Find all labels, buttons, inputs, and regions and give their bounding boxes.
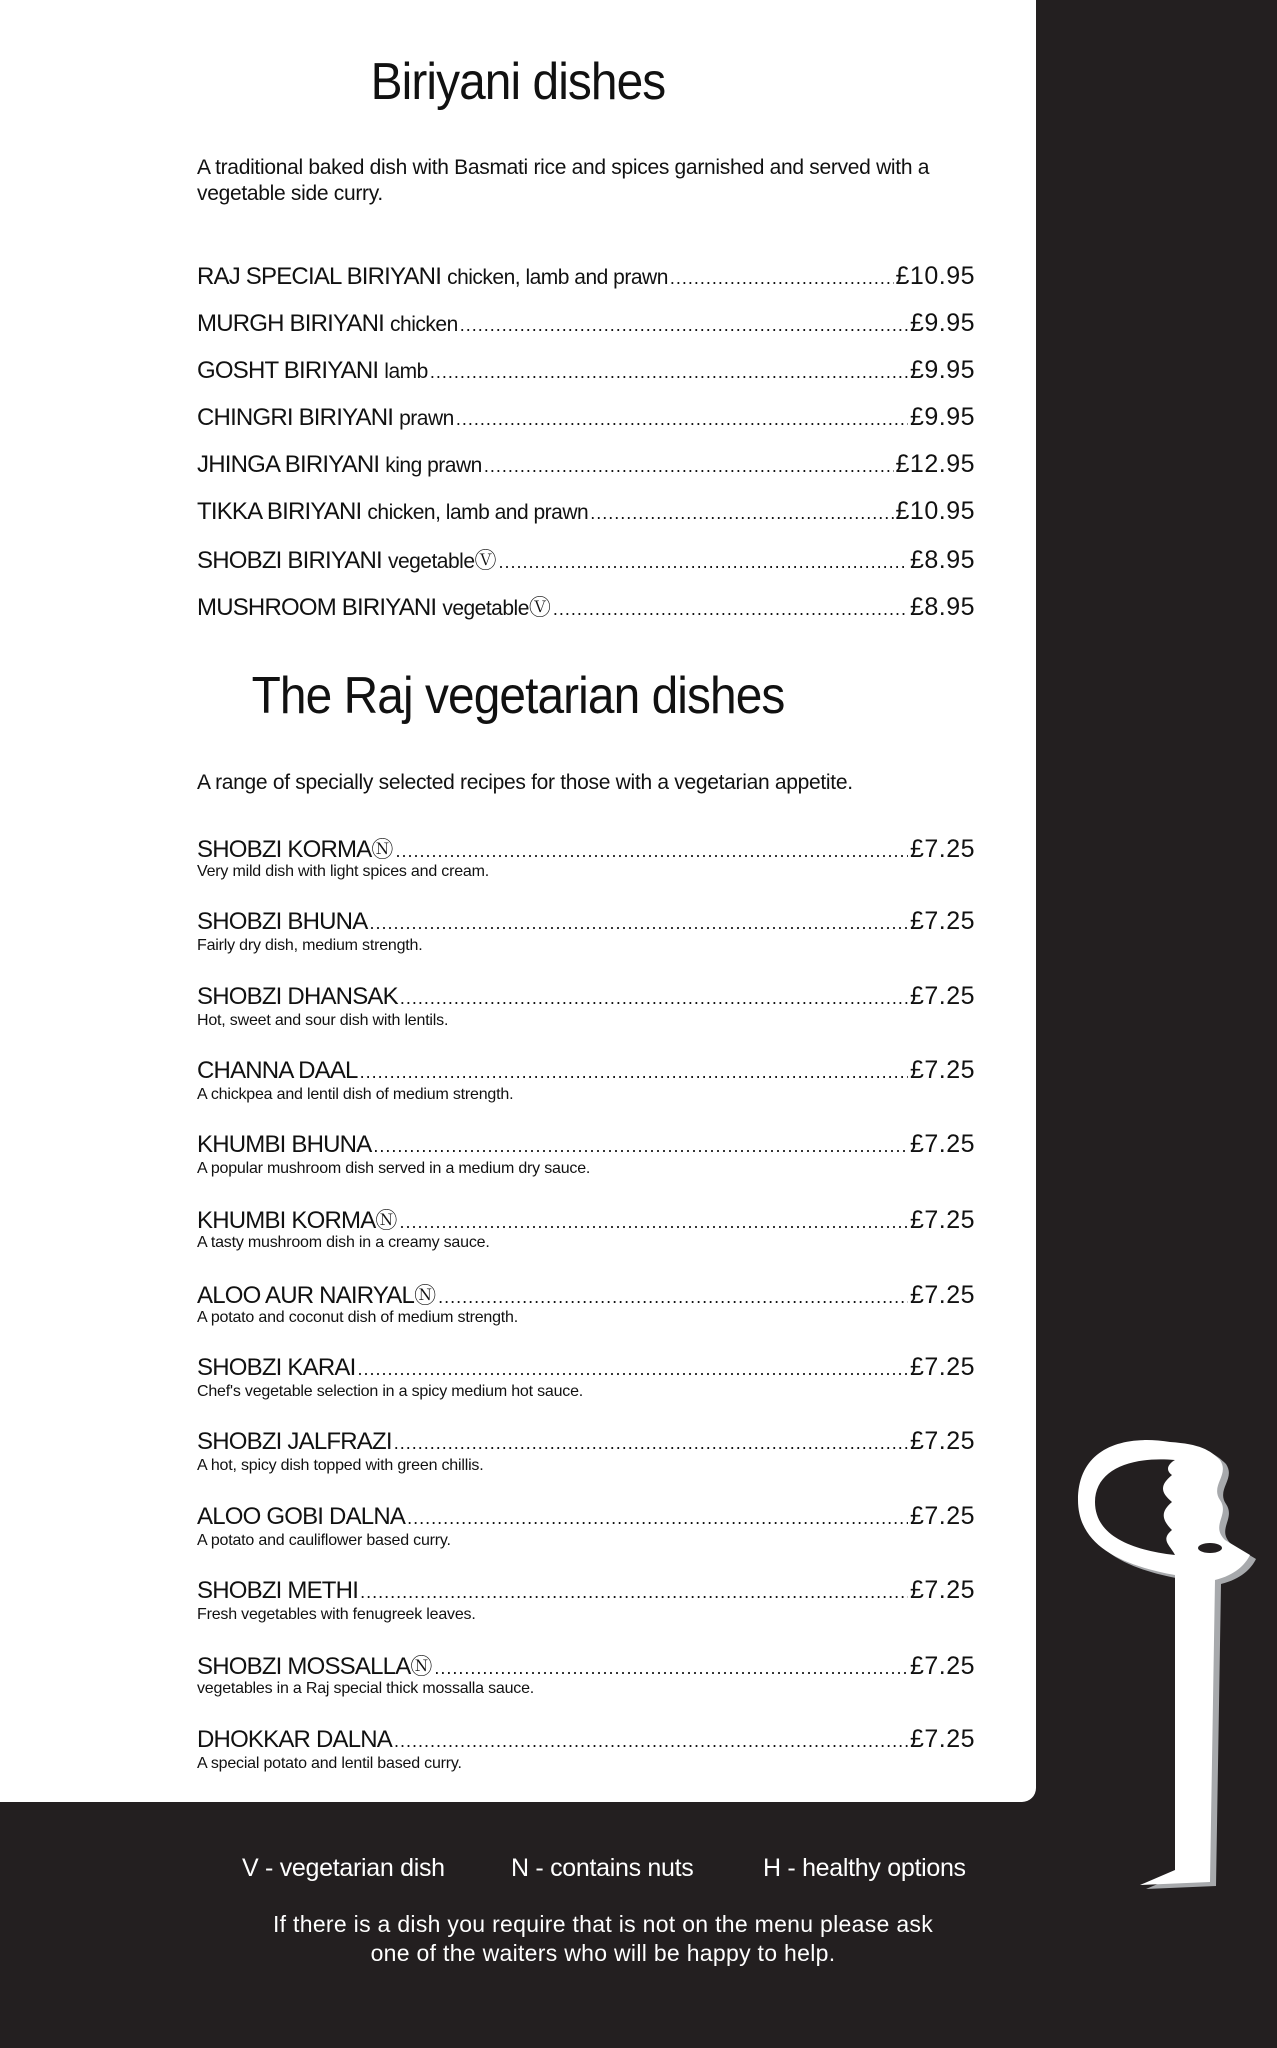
item-name: ALOO GOBI DALNA xyxy=(197,1502,406,1530)
biriyani-item xyxy=(197,591,975,638)
dot-leader xyxy=(407,1503,908,1531)
item-price: £7.25 xyxy=(909,1130,975,1159)
item-price: £7.25 xyxy=(909,1427,975,1456)
vegetarian-item xyxy=(197,1576,975,1650)
item-price: £7.25 xyxy=(909,1724,975,1753)
dot-leader xyxy=(360,1057,908,1085)
nuts-mark-icon: Ⓝ xyxy=(410,1654,433,1680)
biriyani-title: Biriyani dishes xyxy=(370,53,666,111)
item-description: Hot, sweet and sour dish with lentils. xyxy=(197,1011,449,1029)
item-name: SHOBZI METHI xyxy=(197,1576,359,1604)
item-description: A tasty mushroom dish in a creamy sauce. xyxy=(197,1234,490,1252)
item-line xyxy=(197,1427,975,1457)
item-price: £10.95 xyxy=(895,262,975,290)
biriyani-list xyxy=(197,262,975,638)
item-line xyxy=(197,1279,975,1309)
item-name: KHUMBI BHUNA xyxy=(197,1131,372,1159)
item-detail: chicken, lamb and prawn xyxy=(367,501,589,524)
item-price: £8.95 xyxy=(909,593,975,621)
item-name: KHUMBI KORMA xyxy=(197,1207,376,1235)
item-name: SHOBZI KORMA xyxy=(197,836,372,863)
vegetarian-intro: A range of specially selected recipes for those with a vegetarian appetite. xyxy=(197,771,853,794)
vegetarian-item xyxy=(197,907,975,981)
dot-leader xyxy=(590,498,893,526)
item-line xyxy=(197,1725,975,1755)
item-detail: vegetable xyxy=(442,597,529,620)
item-price: £7.25 xyxy=(909,1206,975,1235)
dot-leader xyxy=(670,263,894,291)
item-name: MUSHROOM BIRIYANI xyxy=(197,594,437,621)
item-price: £7.25 xyxy=(909,981,975,1010)
biriyani-item xyxy=(197,403,975,450)
item-detail: lamb xyxy=(384,360,428,383)
vegetarian-item xyxy=(197,1725,975,1799)
vegetarian-title: The Raj vegetarian dishes xyxy=(251,667,785,725)
item-description: A popular mushroom dish served in a medium dry sauce. xyxy=(197,1160,591,1178)
item-description: Chef's vegetable selection in a spicy medium hot sauce. xyxy=(197,1383,584,1401)
footer-note-line-1: If there is a dish you require that is not on the menu please ask xyxy=(272,1911,934,1937)
item-line xyxy=(197,1576,975,1606)
item-detail: chicken xyxy=(390,313,458,336)
item-name: SHOBZI JALFRAZI xyxy=(197,1428,392,1456)
item-description: A special potato and lentil based curry. xyxy=(197,1754,462,1772)
footer-note xyxy=(0,1910,1206,1968)
item-line xyxy=(197,1502,975,1532)
biriyani-intro: A traditional baked dish with Basmati rice and spices garnished and served with a vegetable side curry. xyxy=(197,156,930,205)
item-price: £7.25 xyxy=(909,1575,975,1604)
item-price: £7.25 xyxy=(909,1280,975,1309)
item-price: £10.95 xyxy=(895,497,975,525)
vegetarian-item xyxy=(197,1502,975,1576)
legend-healthy: H - healthy options xyxy=(763,1854,966,1882)
dot-leader xyxy=(360,1577,908,1605)
item-description: A potato and coconut dish of medium strength. xyxy=(197,1308,518,1326)
item-line xyxy=(197,907,975,937)
vegetarian-mark-icon: Ⓥ xyxy=(528,595,551,620)
item-name: CHINGRI BIRIYANI xyxy=(197,404,394,431)
item-price: £7.25 xyxy=(909,1652,975,1681)
biriyani-item xyxy=(197,356,975,403)
item-line xyxy=(197,833,975,863)
dot-leader xyxy=(434,1653,908,1680)
vegetarian-item xyxy=(197,1056,975,1130)
item-price: £7.25 xyxy=(909,1353,975,1382)
item-description: A hot, spicy dish topped with green chillis. xyxy=(197,1457,484,1475)
item-price: £7.25 xyxy=(909,907,975,936)
item-description: vegetables in a Raj special thick mossalla sauce. xyxy=(197,1680,535,1698)
item-description: Fairly dry dish, medium strength. xyxy=(197,937,423,955)
dot-leader xyxy=(373,1131,908,1159)
dot-leader xyxy=(394,1726,908,1754)
footer-note-line-2: one of the waiters who will be happy to help. xyxy=(370,1940,836,1966)
dot-leader xyxy=(399,1207,908,1234)
item-price: £7.25 xyxy=(909,1501,975,1530)
vegetarian-list xyxy=(197,833,975,1799)
item-description: Fresh vegetables with fenugreek leaves. xyxy=(197,1605,476,1623)
item-name: ALOO AUR NAIRYAL xyxy=(197,1281,415,1309)
nuts-mark-icon: Ⓝ xyxy=(371,837,394,862)
sword-icon xyxy=(1060,1430,1260,1900)
item-line xyxy=(197,1056,975,1086)
item-price: £8.95 xyxy=(909,546,975,574)
item-price: £7.25 xyxy=(909,1055,975,1084)
dot-leader xyxy=(460,310,908,338)
biriyani-item xyxy=(197,262,975,309)
item-name: DHOKKAR DALNA xyxy=(197,1725,392,1753)
item-line xyxy=(197,1130,975,1160)
item-name: SHOBZI BHUNA xyxy=(197,908,368,936)
item-detail: prawn xyxy=(399,407,454,430)
nuts-mark-icon: Ⓝ xyxy=(375,1208,398,1234)
dot-leader xyxy=(553,594,908,622)
item-line xyxy=(197,1650,975,1680)
vegetarian-item xyxy=(197,982,975,1056)
vegetarian-item xyxy=(197,1427,975,1501)
vegetarian-item xyxy=(197,1130,975,1204)
dot-leader xyxy=(499,547,908,575)
item-description: A potato and cauliflower based curry. xyxy=(197,1531,451,1549)
dot-leader xyxy=(369,908,908,936)
item-line xyxy=(197,1353,975,1383)
dot-leader xyxy=(484,451,894,479)
dot-leader xyxy=(394,1428,908,1456)
item-name: SHOBZI KARAI xyxy=(197,1354,356,1382)
item-price: £9.95 xyxy=(909,403,975,431)
dot-leader xyxy=(395,836,908,863)
item-name: GOSHT BIRIYANI xyxy=(197,357,379,384)
biriyani-item xyxy=(197,309,975,356)
vegetarian-item xyxy=(197,1353,975,1427)
legend-vegetarian: V - vegetarian dish xyxy=(242,1854,445,1882)
item-line xyxy=(197,1204,975,1234)
item-name: TIKKA BIRIYANI xyxy=(197,498,362,525)
biriyani-item xyxy=(197,450,975,497)
item-price: £9.95 xyxy=(909,356,975,384)
item-name: SHOBZI DHANSAK xyxy=(197,982,398,1010)
item-name: CHANNA DAAL xyxy=(197,1056,358,1084)
item-name: SHOBZI MOSSALLA xyxy=(197,1653,411,1681)
biriyani-item xyxy=(197,497,975,544)
item-name: JHINGA BIRIYANI xyxy=(197,451,380,478)
item-line xyxy=(197,982,975,1012)
item-name: MURGH BIRIYANI xyxy=(197,310,385,337)
nuts-mark-icon: Ⓝ xyxy=(414,1282,437,1308)
vegetarian-mark-icon: Ⓥ xyxy=(474,548,497,573)
vegetarian-item xyxy=(197,1650,975,1724)
item-detail: king prawn xyxy=(385,454,482,477)
item-price: £7.25 xyxy=(909,835,975,863)
vegetarian-item xyxy=(197,1204,975,1278)
item-price: £12.95 xyxy=(895,450,975,478)
dot-leader xyxy=(456,404,908,432)
dot-leader xyxy=(357,1354,908,1382)
biriyani-item xyxy=(197,544,975,591)
dot-leader xyxy=(438,1282,908,1309)
item-detail: chicken, lamb and prawn xyxy=(447,266,668,289)
dot-leader xyxy=(400,983,908,1011)
legend-nuts: N - contains nuts xyxy=(511,1854,694,1882)
item-description: Very mild dish with light spices and cream. xyxy=(197,863,489,880)
item-name: SHOBZI BIRIYANI xyxy=(197,547,382,574)
vegetarian-item xyxy=(197,833,975,907)
dot-leader xyxy=(430,357,908,385)
item-detail: vegetable xyxy=(387,550,475,573)
item-price: £9.95 xyxy=(909,309,975,337)
item-description: A chickpea and lentil dish of medium strength. xyxy=(197,1085,514,1103)
vegetarian-item xyxy=(197,1279,975,1353)
item-name: RAJ SPECIAL BIRIYANI xyxy=(197,263,442,290)
